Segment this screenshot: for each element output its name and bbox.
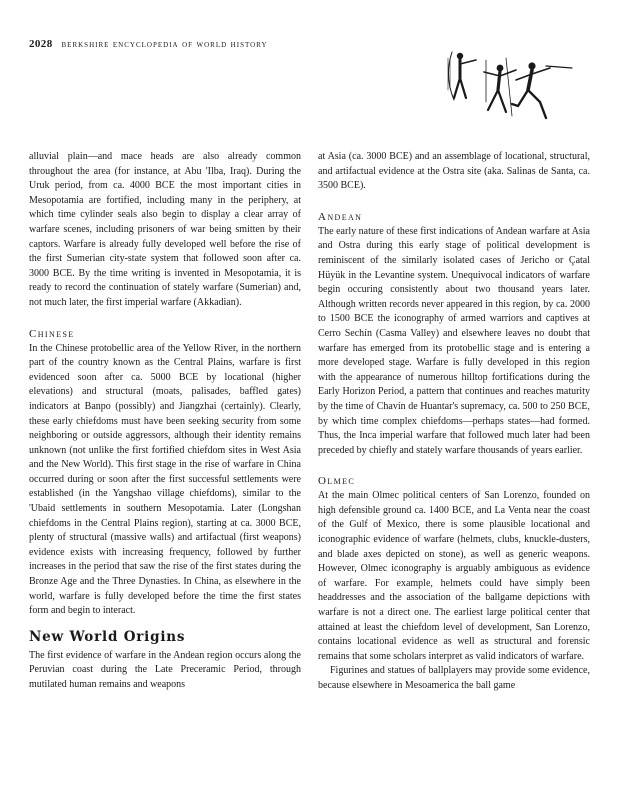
- running-head: [29, 38, 268, 50]
- paragraph: at Asia (ca. 3000 BCE) and an assemblage of locational, structural, and artifactual evidence at the Ostra site (aka. Salinas de Santa, ca. 3500 BCE).: [318, 151, 590, 192]
- running-title: berkshire encyclopedia of world history: [61, 39, 268, 50]
- paragraph: At the main Olmec political centers of San Lorenzo, founded on high defensible ground ca. 1400 BCE, and La Venta near the coast of the Gulf of Mexico, there is some plausible locational and iconographic evidence of warfare (helmets, clubs, knuckle-dusters, and blade axes depicted on stone), as well as generic weapons. However, Olmec iconography is arguably ambiguous as evidence of warfare. For example, helmets could have simply been headdresses and the association of the ballgame depictions with warfare is not a direct one. The earliest large political center that attained at least the chiefdom level of development, San Lorenzo, contains locational evidence as well as structural and forensic remains that some scholars interpret as valid indicators of warfare.: [318, 490, 590, 662]
- paragraph: The first evidence of warfare in the Andean region occurs along the Peruvian coast during the Late Preceramic Period, through mutilated human remains and weapons: [29, 649, 301, 690]
- section-heading-olmec: Olmec: [318, 475, 356, 488]
- section-heading-andean: Andean: [318, 210, 363, 223]
- page-number: 2028: [29, 38, 53, 50]
- section-heading-new-world-origins: New World Origins: [29, 628, 186, 645]
- paragraph: Figurines and statues of ballplayers may provide some evidence, because elsewhere in Mesoamerica the ball game: [318, 665, 590, 691]
- paragraph: alluvial plain—and mace heads are also already common throughout the area (for instance, at Abu 'Ilba, Iraq). During the Uruk period, from ca. 4000 BCE the most important cities in Mesopotamia are fortified, including many in the periphery, at which time cylinder seals also begin to display a clear array of warfare scenes, including prisoners of war being smitten by their captors. Warfare is already fully developed well before the rise of the first Sumerian city-state system that followed soon after ca. 3000 BCE. By the time writing is invented in Mesopotamia, it is ready to record the continuation of stately warfare (Sumerian) and, not much later, the first imperial warfare (Akkadian).: [29, 151, 301, 308]
- section-heading-chinese: Chinese: [29, 327, 75, 340]
- paragraph: In the Chinese protobellic area of the Yellow River, in the northern part of the country known as the Central Plains, warfare is first evidenced soon after ca. 5000 BCE by locational (higher elevations) and structural (moats, palisades, baffled gates) indicators at Banpo (possibly) and Jiangzhai (certainly). Clearly, these early chiefdoms must have been seeking security from some neighboring or outside aggressors, although their identity remains unknown (not unlike the first fortified chiefdom sites in West Asia and the New World). This first stage in the rise of warfare in China occurred during or soon after the first successful settlements were established (in the Yangshao village chiefdoms), similar to the 'Ubaid settlements in southern Mesopotamia. Later (Longshan chiefdoms in the Central Plains region), starting at ca. 3000 BCE, plenty of structural (massive walls) and artifactual (first weapons) evidence exists with increasing frequency, followed by further increases in the period that saw the rise of the first states during the Bronze Age and the Three Dynasties. In China, as elsewhere in the world, warfare is fully developed before the time the first states form and begin to interact.: [29, 342, 301, 617]
- left-column: [29, 150, 301, 693]
- rock-art-figures-icon: [446, 46, 574, 126]
- right-column: [318, 150, 590, 694]
- paragraph: The early nature of these first indications of Andean warfare at Asia and Ostra during this early stage of political development is reminiscent of the similarly isolated cases of Jericho or Çatal Hüyük in the Levantine system. Unequivocal indicators of warfare begin occuring consistently about two thousand years later. Although written records never appeared in this region, by ca. 2000 to 1500 BCE the iconography of armed warriors and captives at Cerro Sechín (Casma Valley) and elsewhere leaves no doubt that warfare has emerged from its protobellic stage and is entering a more developed stage. Warfare is fully developed in this region with the appearance of numerous hilltop fortifications during the Early Horizon Period, a pattern that continues and reaches maturity by the time of Chavín de Huantar's supremacy, ca. 500 to 250 BCE, by which time complex chiefdoms—perhaps states—had formed. Thus, the Inca imperial warfare that followed much later had been preceded by chiefly and stately warfare thousands of years earlier.: [318, 225, 590, 456]
